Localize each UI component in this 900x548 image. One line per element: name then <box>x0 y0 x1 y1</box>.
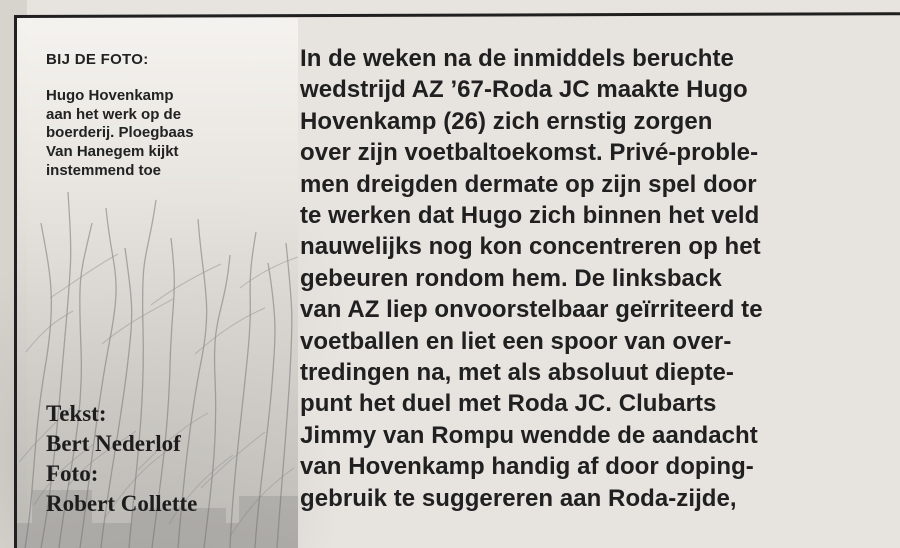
article-line: Jimmy van Rompu wendde de aandacht <box>300 421 758 449</box>
article-line: tredingen na, met als absoluut diepte- <box>300 359 734 387</box>
article-body <box>300 43 880 514</box>
text-credit-label: Tekst: <box>46 401 107 426</box>
article-line: nauwelijks nog kon concentreren op het <box>300 233 761 261</box>
caption-line: Hugo Hovenkamp <box>46 87 174 104</box>
caption-line: aan het werk op de <box>46 105 182 123</box>
caption-line: instemmend toe <box>46 161 162 179</box>
photo-credit-label: Foto: <box>46 461 99 486</box>
article-credits <box>46 399 197 519</box>
photo-caption <box>46 87 270 181</box>
article-line: van AZ liep onvoorstelbaar geïrriteerd te <box>300 296 763 324</box>
article-line: van Hovenkamp handig af door doping- <box>300 453 754 481</box>
article-line: over zijn voetbaltoekomst. Privé-proble- <box>300 139 759 167</box>
photo-credit-author: Robert Collette <box>46 491 198 516</box>
caption-heading: BIJ DE FOTO: <box>46 51 149 68</box>
article-line: men dreigden dermate op zijn spel door <box>300 170 757 198</box>
article-line: voetballen en liet een spoor van over- <box>300 327 732 355</box>
article-line: punt het duel met Roda JC. Clubarts <box>300 390 717 418</box>
article-line: gebruik te suggereren aan Roda-zijde, <box>300 484 737 512</box>
article-line: In de weken na de inmiddels beruchte <box>300 45 734 72</box>
caption-line: boerderij. Ploegbaas <box>46 124 194 142</box>
text-credit-author: Bert Nederlof <box>46 431 181 456</box>
article-line: gebeuren rondom hem. De linksback <box>300 264 722 292</box>
article-line: wedstrijd AZ ’67-Roda JC maakte Hugo <box>300 76 748 104</box>
article-line: Hovenkamp (26) zich ernstig zorgen <box>300 107 713 135</box>
caption-line: Van Hanegem kijkt <box>46 143 179 161</box>
article-line: te werken dat Hugo zich binnen het veld <box>300 202 760 230</box>
